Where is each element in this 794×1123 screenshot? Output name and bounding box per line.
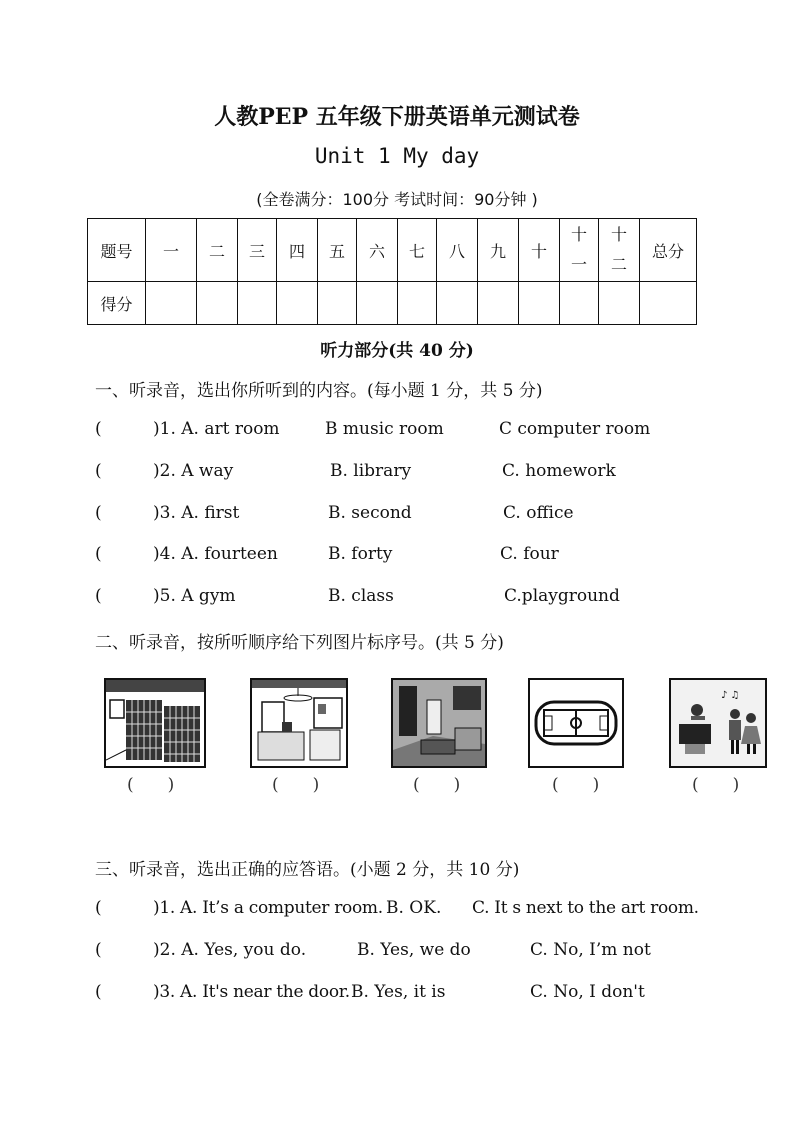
listening-heading: 听力部分(共 40 分) (320, 341, 474, 361)
option-a: )5. A gym (153, 586, 236, 606)
answer-paren[interactable]: ( (95, 503, 102, 523)
answer-paren[interactable]: ( (95, 982, 102, 1002)
score-cell: 题号 (88, 219, 146, 282)
score-blank[interactable] (197, 282, 238, 325)
option-b: B music room (325, 419, 444, 439)
option-b: B. Yes, it is (351, 982, 446, 1002)
score-cell: 二 (197, 219, 238, 282)
picture-answer-blank[interactable]: ( ) (413, 775, 461, 795)
question-row (0, 419, 794, 443)
option-c: C. No, I don't (530, 982, 645, 1002)
art-room-picture (391, 678, 487, 768)
answer-paren[interactable]: ( (95, 940, 102, 960)
music-room-illustration (671, 680, 765, 766)
score-table-header-row (88, 219, 697, 282)
score-row-label: 得分 (88, 282, 146, 325)
score-table-score-row (88, 282, 697, 325)
score-blank[interactable] (437, 282, 478, 325)
picture-answer-blank[interactable]: ( ) (272, 775, 320, 795)
score-blank[interactable] (238, 282, 277, 325)
library-picture (104, 678, 206, 768)
score-cell: 一 (146, 219, 197, 282)
exam-note: (全卷满分：100分 考试时间：90分钟 ) (256, 190, 538, 209)
score-blank[interactable] (357, 282, 398, 325)
music-room-picture (669, 678, 767, 768)
score-cell: 十 (519, 219, 560, 282)
answer-paren[interactable]: ( (95, 586, 102, 606)
part1-instruction: 一、听录音，选出你所听到的内容。(每小题 1 分，共 5 分) (95, 381, 543, 401)
score-cell: 四 (277, 219, 318, 282)
library-illustration (106, 680, 204, 766)
score-blank[interactable] (560, 282, 599, 325)
option-a: )3. A. It's near the door. (153, 982, 350, 1002)
question-row (0, 503, 794, 527)
option-a: )3. A. first (153, 503, 240, 523)
option-b: B. Yes, we do (357, 940, 471, 960)
option-a: )1. A. art room (153, 419, 280, 439)
unit-subtitle: Unit 1 My day (314, 144, 480, 168)
option-b: B. class (328, 586, 394, 606)
question-row (0, 940, 794, 964)
answer-paren[interactable]: ( (95, 419, 102, 439)
question-row (0, 586, 794, 610)
option-a: )2. A. Yes, you do. (153, 940, 307, 960)
score-blank[interactable] (478, 282, 519, 325)
score-cell: 五 (318, 219, 357, 282)
office-illustration (252, 680, 346, 766)
score-blank[interactable] (640, 282, 697, 325)
question-row (0, 461, 794, 485)
score-cell: 三 (238, 219, 277, 282)
part3-instruction: 三、听录音，选出正确的应答语。(小题 2 分，共 10 分) (95, 860, 520, 880)
answer-paren[interactable]: ( (95, 461, 102, 481)
picture-answer-blank[interactable]: ( ) (692, 775, 740, 795)
office-picture (250, 678, 348, 768)
art-room-illustration (393, 680, 485, 766)
option-c: C. No, I’m not (530, 940, 651, 960)
option-c: C. It s next to the art room. (472, 898, 699, 918)
question-row (0, 544, 794, 568)
picture-answer-blank[interactable]: ( ) (127, 775, 175, 795)
option-b: B. second (328, 503, 412, 523)
option-c: C. homework (502, 461, 616, 481)
svg-text:♪ ♫: ♪ ♫ (721, 690, 740, 701)
option-c: C. office (503, 503, 574, 523)
score-table (87, 218, 697, 325)
option-a: )2. A way (153, 461, 234, 481)
score-cell: 七 (398, 219, 437, 282)
option-b: B. OK. (386, 898, 442, 918)
score-cell: 十 一 (560, 219, 599, 282)
score-blank[interactable] (277, 282, 318, 325)
picture-answer-blank[interactable]: ( ) (552, 775, 600, 795)
option-a: )4. A. fourteen (153, 544, 278, 564)
part2-instruction: 二、听录音，按所听顺序给下列图片标序号。(共 5 分) (95, 633, 504, 653)
score-blank[interactable] (318, 282, 357, 325)
score-cell: 总分 (640, 219, 697, 282)
option-b: B. library (330, 461, 412, 481)
score-cell: 六 (357, 219, 398, 282)
score-blank[interactable] (398, 282, 437, 325)
page-title: 人教PEP 五年级下册英语单元测试卷 (214, 104, 580, 130)
score-blank[interactable] (519, 282, 560, 325)
score-blank[interactable] (599, 282, 640, 325)
option-c: C. four (500, 544, 559, 564)
option-c: C computer room (499, 419, 651, 439)
score-cell: 八 (437, 219, 478, 282)
option-a: )1. A. It’s a computer room. (153, 898, 383, 918)
playground-illustration (530, 680, 622, 766)
question-row (0, 898, 794, 922)
playground-picture (528, 678, 624, 768)
score-cell: 九 (478, 219, 519, 282)
question-row (0, 982, 794, 1006)
answer-paren[interactable]: ( (95, 898, 102, 918)
answer-paren[interactable]: ( (95, 544, 102, 564)
option-c: C.playground (504, 586, 620, 606)
option-b: B. forty (328, 544, 393, 564)
score-blank[interactable] (146, 282, 197, 325)
score-cell: 十 二 (599, 219, 640, 282)
